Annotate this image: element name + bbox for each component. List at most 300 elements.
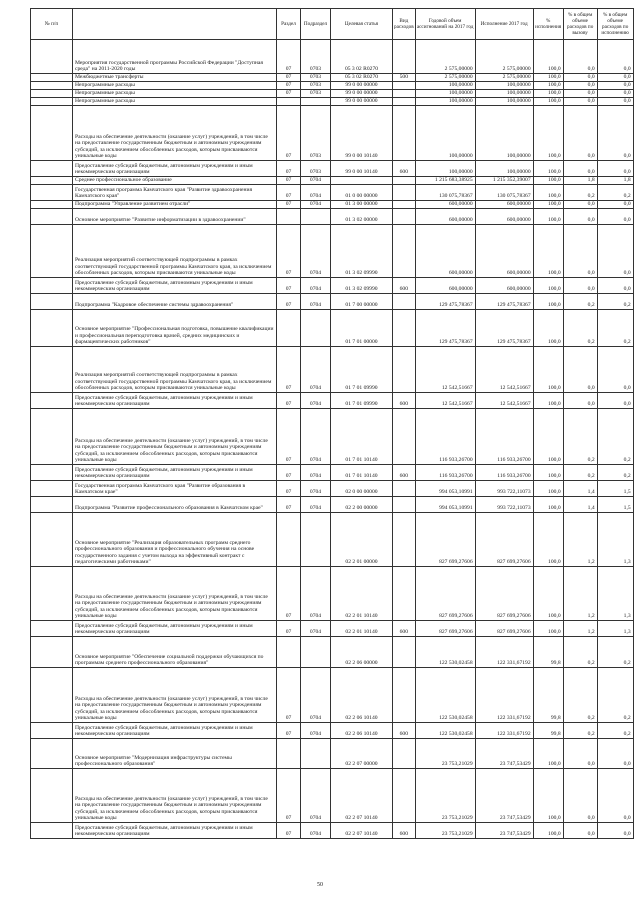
row-podrazdel-cell: [301, 310, 331, 347]
row-execution-percent-cell: 100,0: [533, 82, 563, 90]
row-podrazdel-cell: 0703: [301, 161, 331, 177]
table-row: [31, 823, 634, 839]
row-annual-volume-cell: 23 753,21029: [415, 823, 475, 839]
row-execution-percent-cell: 100,0: [533, 74, 563, 82]
row-execution-percent-cell: 100,0: [533, 225, 563, 278]
row-target-article-cell: 99 0 00 00000: [331, 90, 393, 98]
row-share-planned-cell: 0,0: [563, 74, 597, 82]
row-annual-volume-cell: 2 575,00000: [415, 74, 475, 82]
row-razdel-cell: 07: [277, 185, 301, 201]
header-execution: Исполнение 2017 год: [475, 9, 533, 40]
row-razdel-cell: [277, 513, 301, 567]
row-annual-volume-cell: 600,00000: [415, 209, 475, 225]
row-share-executed-cell: 0,0: [597, 90, 633, 98]
row-share-planned-cell: 0,0: [563, 106, 597, 161]
row-razdel-cell: 07: [277, 621, 301, 637]
row-execution-cell: 23 747,53429: [475, 823, 533, 839]
row-number-cell: [31, 347, 73, 393]
row-share-executed-cell: 0,0: [597, 161, 633, 177]
row-target-article-cell: 01 0 00 00000: [331, 185, 393, 201]
row-razdel-cell: 07: [277, 40, 301, 74]
row-annual-volume-cell: 116 933,26700: [415, 465, 475, 481]
row-target-article-cell: 01 3 00 00000: [331, 201, 393, 209]
row-annual-volume-cell: 600,00000: [415, 278, 475, 294]
row-expense-type-cell: [393, 513, 416, 567]
row-podrazdel-cell: 0704: [301, 621, 331, 637]
row-execution-cell: 600,00000: [475, 201, 533, 209]
row-annual-volume-cell: 827 699,27606: [415, 621, 475, 637]
row-execution-cell: 2 575,00000: [475, 74, 533, 82]
row-share-planned-cell: 0,2: [563, 723, 597, 739]
table-row: [31, 225, 634, 278]
row-target-article-cell: 02 2 00 00000: [331, 497, 393, 513]
row-share-planned-cell: 0,0: [563, 161, 597, 177]
row-share-planned-cell: 1,4: [563, 481, 597, 497]
row-execution-cell: 12 542,51667: [475, 347, 533, 393]
row-execution-percent-cell: 100,0: [533, 347, 563, 393]
row-share-planned-cell: 0,2: [563, 294, 597, 310]
header-razdel: Раздел: [277, 9, 301, 40]
row-name-cell: Расходы на обеспечение деятельности (оказание услуг) учреждений, в том числе на предоставление государственным бюджетным и автономным учреждениям субсидий, за исключением обособленных расходов, которым присваиваются уникальные коды: [73, 567, 277, 621]
row-number-cell: [31, 161, 73, 177]
row-expense-type-cell: [393, 225, 416, 278]
row-number-cell: [31, 82, 73, 90]
row-execution-cell: 122 331,67192: [475, 668, 533, 723]
row-podrazdel-cell: 0704: [301, 723, 331, 739]
row-execution-cell: 122 331,67192: [475, 637, 533, 668]
row-share-planned-cell: 0,0: [563, 393, 597, 409]
row-annual-volume-cell: 2 575,00000: [415, 40, 475, 74]
row-execution-percent-cell: 100,0: [533, 409, 563, 465]
row-razdel-cell: 07: [277, 393, 301, 409]
row-execution-percent-cell: 100,0: [533, 98, 563, 106]
row-expense-type-cell: [393, 294, 416, 310]
row-share-executed-cell: 0,0: [597, 769, 633, 823]
row-execution-percent-cell: 100,0: [533, 823, 563, 839]
row-target-article-cell: 02 2 01 10140: [331, 567, 393, 621]
row-annual-volume-cell: 129 475,78367: [415, 310, 475, 347]
header-share-planned: % в общем объеме расходов по вызову: [563, 9, 597, 40]
table-row: [31, 621, 634, 637]
row-podrazdel-cell: 0704: [301, 185, 331, 201]
row-target-article-cell: 02 2 07 10140: [331, 823, 393, 839]
row-annual-volume-cell: 600,00000: [415, 225, 475, 278]
row-annual-volume-cell: 12 542,51667: [415, 347, 475, 393]
row-expense-type-cell: [393, 201, 416, 209]
table-row: [31, 40, 634, 74]
row-number-cell: [31, 513, 73, 567]
row-expense-type-cell: 600: [393, 393, 416, 409]
row-number-cell: [31, 209, 73, 225]
row-share-executed-cell: 0,0: [597, 347, 633, 393]
row-name-cell: Расходы на обеспечение деятельности (оказание услуг) учреждений, в том числе на предоставление государственным бюджетным и автономным учреждениям субсидий, за исключением обособленных расходов, которым присваиваются уникальные коды: [73, 409, 277, 465]
row-name-cell: Подпрограмма "Кадровое обеспечение системы здравоохранения": [73, 294, 277, 310]
row-number-cell: [31, 637, 73, 668]
row-annual-volume-cell: 122 530,02458: [415, 637, 475, 668]
row-expense-type-cell: 600: [393, 823, 416, 839]
row-razdel-cell: 07: [277, 567, 301, 621]
header-name: [73, 9, 277, 40]
row-number-cell: [31, 278, 73, 294]
row-share-planned-cell: 0,0: [563, 278, 597, 294]
row-name-cell: Предоставление субсидий бюджетным, автономным учреждениям и иным некоммерческим организациям: [73, 278, 277, 294]
row-share-executed-cell: 0,2: [597, 637, 633, 668]
row-execution-percent-cell: 100,0: [533, 310, 563, 347]
row-share-planned-cell: 0,0: [563, 209, 597, 225]
row-share-planned-cell: 1,2: [563, 621, 597, 637]
row-annual-volume-cell: 100,00000: [415, 90, 475, 98]
row-target-article-cell: 02 0 00 00000: [331, 481, 393, 497]
row-execution-cell: 827 699,27606: [475, 567, 533, 621]
row-podrazdel-cell: 0703: [301, 90, 331, 98]
row-expense-type-cell: [393, 185, 416, 201]
row-name-cell: Предоставление субсидий бюджетным, автономным учреждениям и иным некоммерческим организациям: [73, 161, 277, 177]
row-expense-type-cell: 500: [393, 74, 416, 82]
row-share-planned-cell: 0,0: [563, 98, 597, 106]
row-execution-cell: 827 699,27606: [475, 621, 533, 637]
row-share-planned-cell: 0,0: [563, 90, 597, 98]
row-razdel-cell: 07: [277, 409, 301, 465]
row-execution-percent-cell: 100,0: [533, 40, 563, 74]
header-target-article: Целевая статья: [331, 9, 393, 40]
row-share-executed-cell: 0,0: [597, 74, 633, 82]
row-share-executed-cell: 1,5: [597, 497, 633, 513]
row-razdel-cell: 07: [277, 278, 301, 294]
row-razdel-cell: 07: [277, 82, 301, 90]
table-body: [31, 40, 634, 839]
row-number-cell: [31, 481, 73, 497]
row-expense-type-cell: 600: [393, 278, 416, 294]
row-execution-cell: 23 747,53429: [475, 769, 533, 823]
row-target-article-cell: 02 2 01 10140: [331, 621, 393, 637]
row-execution-percent-cell: 100,0: [533, 621, 563, 637]
table-row: [31, 481, 634, 497]
table-row: [31, 90, 634, 98]
row-execution-percent-cell: 100,0: [533, 106, 563, 161]
header-num: № п/п: [31, 9, 73, 40]
header-annual-volume: Годовой объем ассигнований на 2017 год: [415, 9, 475, 40]
table-row: [31, 98, 634, 106]
table-row: [31, 82, 634, 90]
table-row: [31, 74, 634, 82]
row-expense-type-cell: [393, 347, 416, 393]
row-podrazdel-cell: [301, 98, 331, 106]
row-target-article-cell: 01 7 01 00000: [331, 310, 393, 347]
table-row: [31, 567, 634, 621]
row-execution-percent-cell: 100,0: [533, 497, 563, 513]
table-row: [31, 465, 634, 481]
row-share-executed-cell: 0,2: [597, 465, 633, 481]
row-name-cell: Основное мероприятие "Реализация образовательных программ среднего профессионального образования и профессионального обучения на основе государственного задания с учетом выхода на эффективный контракт с педагогическими работниками": [73, 513, 277, 567]
row-share-planned-cell: 1,2: [563, 513, 597, 567]
row-number-cell: [31, 769, 73, 823]
row-razdel-cell: 07: [277, 161, 301, 177]
row-expense-type-cell: 600: [393, 621, 416, 637]
row-execution-percent-cell: 100,0: [533, 567, 563, 621]
table-row: [31, 513, 634, 567]
budget-table-container: [30, 8, 634, 839]
row-number-cell: [31, 567, 73, 621]
row-share-executed-cell: 0,0: [597, 393, 633, 409]
row-podrazdel-cell: 0703: [301, 82, 331, 90]
row-target-article-cell: 99 0 00 10140: [331, 161, 393, 177]
row-number-cell: [31, 621, 73, 637]
row-execution-percent-cell: 100,0: [533, 769, 563, 823]
table-row: [31, 668, 634, 723]
row-number-cell: [31, 393, 73, 409]
table-header-row: [31, 9, 634, 40]
table-row: [31, 310, 634, 347]
row-annual-volume-cell: 994 053,10991: [415, 497, 475, 513]
row-name-cell: Непрограммные расходы: [73, 90, 277, 98]
row-execution-cell: 100,00000: [475, 98, 533, 106]
row-target-article-cell: 02 2 06 00000: [331, 637, 393, 668]
row-share-executed-cell: 0,0: [597, 823, 633, 839]
header-expense-type: Вид расходов: [393, 9, 416, 40]
row-share-executed-cell: 1,8: [597, 177, 633, 185]
row-razdel-cell: 07: [277, 177, 301, 185]
table-row: [31, 637, 634, 668]
table-row: [31, 347, 634, 393]
row-podrazdel-cell: 0704: [301, 393, 331, 409]
row-podrazdel-cell: [301, 209, 331, 225]
row-execution-percent-cell: 100,0: [533, 209, 563, 225]
row-execution-cell: 130 075,78367: [475, 185, 533, 201]
row-annual-volume-cell: 129 475,78367: [415, 294, 475, 310]
table-row: [31, 201, 634, 209]
row-razdel-cell: 07: [277, 347, 301, 393]
row-expense-type-cell: [393, 668, 416, 723]
row-execution-cell: 993 722,11073: [475, 481, 533, 497]
row-share-planned-cell: 0,2: [563, 637, 597, 668]
row-expense-type-cell: [393, 637, 416, 668]
row-share-executed-cell: 1,3: [597, 513, 633, 567]
row-share-executed-cell: 0,0: [597, 209, 633, 225]
row-target-article-cell: 99 0 00 00000: [331, 98, 393, 106]
row-annual-volume-cell: 100,00000: [415, 98, 475, 106]
row-podrazdel-cell: 0704: [301, 201, 331, 209]
row-podrazdel-cell: 0704: [301, 177, 331, 185]
row-number-cell: [31, 106, 73, 161]
row-execution-cell: 1 215 352,39007: [475, 177, 533, 185]
row-target-article-cell: 01 3 02 09990: [331, 225, 393, 278]
header-execution-percent: % исполнения: [533, 9, 563, 40]
row-execution-percent-cell: 100,0: [533, 161, 563, 177]
row-podrazdel-cell: [301, 739, 331, 769]
table-row: [31, 497, 634, 513]
row-name-cell: Предоставление субсидий бюджетным, автономным учреждениям и иным некоммерческим организациям: [73, 823, 277, 839]
row-execution-percent-cell: 99,8: [533, 723, 563, 739]
row-execution-cell: 100,00000: [475, 82, 533, 90]
row-expense-type-cell: 600: [393, 161, 416, 177]
row-execution-percent-cell: 100,0: [533, 294, 563, 310]
table-row: [31, 106, 634, 161]
page-number: 50: [317, 882, 323, 888]
row-razdel-cell: 07: [277, 723, 301, 739]
row-razdel-cell: [277, 310, 301, 347]
row-razdel-cell: [277, 98, 301, 106]
table-row: [31, 409, 634, 465]
row-name-cell: Основное мероприятие "Модернизация инфраструктуры системы профессионального образования": [73, 739, 277, 769]
row-execution-cell: 827 699,27606: [475, 513, 533, 567]
row-razdel-cell: [277, 209, 301, 225]
row-share-executed-cell: 0,0: [597, 739, 633, 769]
row-name-cell: Предоставление субсидий бюджетным, автономным учреждениям и иным некоммерческим организациям: [73, 621, 277, 637]
row-annual-volume-cell: 827 699,27606: [415, 567, 475, 621]
table-row: [31, 294, 634, 310]
row-expense-type-cell: [393, 209, 416, 225]
row-razdel-cell: 07: [277, 481, 301, 497]
row-share-planned-cell: 0,2: [563, 409, 597, 465]
row-annual-volume-cell: 1 215 683,38925: [415, 177, 475, 185]
row-podrazdel-cell: 0703: [301, 74, 331, 82]
row-number-cell: [31, 739, 73, 769]
row-execution-cell: 600,00000: [475, 278, 533, 294]
row-number-cell: [31, 294, 73, 310]
row-name-cell: Расходы на обеспечение деятельности (оказание услуг) учреждений, в том числе на предоставление государственным бюджетным и автономным учреждениям субсидий, за исключением обособленных расходов, которым присваиваются уникальные коды: [73, 668, 277, 723]
row-name-cell: Непрограммные расходы: [73, 98, 277, 106]
row-annual-volume-cell: 100,00000: [415, 106, 475, 161]
row-execution-percent-cell: 100,0: [533, 513, 563, 567]
table-row: [31, 177, 634, 185]
row-execution-cell: 23 747,53429: [475, 739, 533, 769]
row-share-executed-cell: 0,2: [597, 723, 633, 739]
row-number-cell: [31, 201, 73, 209]
row-name-cell: Расходы на обеспечение деятельности (оказание услуг) учреждений, в том числе на предоставление государственным бюджетным и автономным учреждениям субсидий, за исключением обособленных расходов, которым присваиваются уникальные коды: [73, 769, 277, 823]
row-execution-percent-cell: 100,0: [533, 393, 563, 409]
row-annual-volume-cell: 600,00000: [415, 201, 475, 209]
row-share-executed-cell: 0,0: [597, 225, 633, 278]
row-expense-type-cell: [393, 106, 416, 161]
header-share-executed: % в общем объеме расходов по исполнению: [597, 9, 633, 40]
row-share-planned-cell: 1,4: [563, 497, 597, 513]
table-row: [31, 739, 634, 769]
row-target-article-cell: 99 0 00 10140: [331, 106, 393, 161]
row-share-planned-cell: 0,2: [563, 310, 597, 347]
row-share-planned-cell: 0,0: [563, 347, 597, 393]
row-razdel-cell: 07: [277, 823, 301, 839]
row-podrazdel-cell: 0704: [301, 823, 331, 839]
row-razdel-cell: 07: [277, 769, 301, 823]
row-share-executed-cell: 0,0: [597, 106, 633, 161]
row-execution-percent-cell: 100,0: [533, 185, 563, 201]
row-execution-cell: 100,00000: [475, 90, 533, 98]
row-podrazdel-cell: 0704: [301, 294, 331, 310]
row-execution-percent-cell: 100,0: [533, 739, 563, 769]
row-execution-percent-cell: 100,0: [533, 201, 563, 209]
row-execution-percent-cell: 100,0: [533, 481, 563, 497]
row-annual-volume-cell: 116 933,26700: [415, 409, 475, 465]
row-execution-percent-cell: 99,8: [533, 637, 563, 668]
row-expense-type-cell: 600: [393, 465, 416, 481]
row-target-article-cell: 02 2 07 10140: [331, 769, 393, 823]
row-number-cell: [31, 225, 73, 278]
row-name-cell: Подпрограмма "Управление развитием отрасли": [73, 201, 277, 209]
row-podrazdel-cell: 0704: [301, 278, 331, 294]
table-row: [31, 161, 634, 177]
row-execution-percent-cell: 99,8: [533, 668, 563, 723]
row-share-planned-cell: 0,2: [563, 668, 597, 723]
row-expense-type-cell: [393, 40, 416, 74]
row-name-cell: Основное мероприятие "Развитие информатизации в здравоохранении": [73, 209, 277, 225]
row-name-cell: Предоставление субсидий бюджетным, автономным учреждениям и иным некоммерческим организациям: [73, 465, 277, 481]
row-execution-cell: 600,00000: [475, 209, 533, 225]
row-execution-cell: 100,00000: [475, 161, 533, 177]
row-expense-type-cell: [393, 567, 416, 621]
row-target-article-cell: [331, 177, 393, 185]
row-expense-type-cell: [393, 310, 416, 347]
row-execution-cell: 129 475,78367: [475, 294, 533, 310]
row-execution-cell: 129 475,78367: [475, 310, 533, 347]
row-share-executed-cell: 0,0: [597, 201, 633, 209]
row-share-planned-cell: 0,0: [563, 40, 597, 74]
row-annual-volume-cell: 122 530,02458: [415, 723, 475, 739]
row-target-article-cell: 01 7 01 10140: [331, 465, 393, 481]
row-podrazdel-cell: [301, 513, 331, 567]
row-name-cell: Среднее профессиональное образование: [73, 177, 277, 185]
row-name-cell: Предоставление субсидий бюджетным, автономным учреждениям и иным некоммерческим организациям: [73, 393, 277, 409]
budget-execution-table: [30, 8, 634, 839]
row-podrazdel-cell: 0704: [301, 409, 331, 465]
row-expense-type-cell: [393, 82, 416, 90]
row-razdel-cell: 07: [277, 294, 301, 310]
row-razdel-cell: 07: [277, 201, 301, 209]
row-razdel-cell: 07: [277, 668, 301, 723]
row-target-article-cell: 01 7 00 00000: [331, 294, 393, 310]
row-podrazdel-cell: 0704: [301, 567, 331, 621]
row-number-cell: [31, 497, 73, 513]
row-execution-percent-cell: 100,0: [533, 278, 563, 294]
header-podrazdel: Подраздел: [301, 9, 331, 40]
row-share-planned-cell: 1,2: [563, 567, 597, 621]
row-target-article-cell: 01 7 01 09990: [331, 347, 393, 393]
row-podrazdel-cell: 0704: [301, 225, 331, 278]
row-number-cell: [31, 723, 73, 739]
row-annual-volume-cell: 12 542,51667: [415, 393, 475, 409]
row-number-cell: [31, 310, 73, 347]
table-row: [31, 393, 634, 409]
row-podrazdel-cell: 0704: [301, 481, 331, 497]
row-annual-volume-cell: 23 753,21029: [415, 769, 475, 823]
row-share-executed-cell: 0,2: [597, 668, 633, 723]
row-target-article-cell: 01 7 01 10140: [331, 409, 393, 465]
row-execution-cell: 122 331,67192: [475, 723, 533, 739]
row-name-cell: Государственная программа Камчатского края "Развитие образования в Камчатском крае": [73, 481, 277, 497]
row-expense-type-cell: 600: [393, 723, 416, 739]
row-name-cell: Основное мероприятие "Обеспечение социальной поддержки обучающихся по программам среднего профессионального образования": [73, 637, 277, 668]
row-annual-volume-cell: 994 053,10991: [415, 481, 475, 497]
row-razdel-cell: 07: [277, 74, 301, 82]
row-share-planned-cell: 1,8: [563, 177, 597, 185]
row-share-executed-cell: 1,3: [597, 567, 633, 621]
row-annual-volume-cell: 130 075,78367: [415, 185, 475, 201]
row-execution-percent-cell: 100,0: [533, 90, 563, 98]
row-number-cell: [31, 465, 73, 481]
row-expense-type-cell: [393, 481, 416, 497]
table-row: [31, 185, 634, 201]
row-share-planned-cell: 0,0: [563, 225, 597, 278]
row-expense-type-cell: [393, 90, 416, 98]
row-execution-cell: 12 542,51667: [475, 393, 533, 409]
row-name-cell: Непрограммные расходы: [73, 82, 277, 90]
row-razdel-cell: [277, 739, 301, 769]
table-row: [31, 769, 634, 823]
row-podrazdel-cell: [301, 637, 331, 668]
row-number-cell: [31, 98, 73, 106]
row-name-cell: Государственная программа Камчатского края "Развитие здравоохранения Камчатского края": [73, 185, 277, 201]
row-number-cell: [31, 185, 73, 201]
row-share-executed-cell: 0,2: [597, 409, 633, 465]
